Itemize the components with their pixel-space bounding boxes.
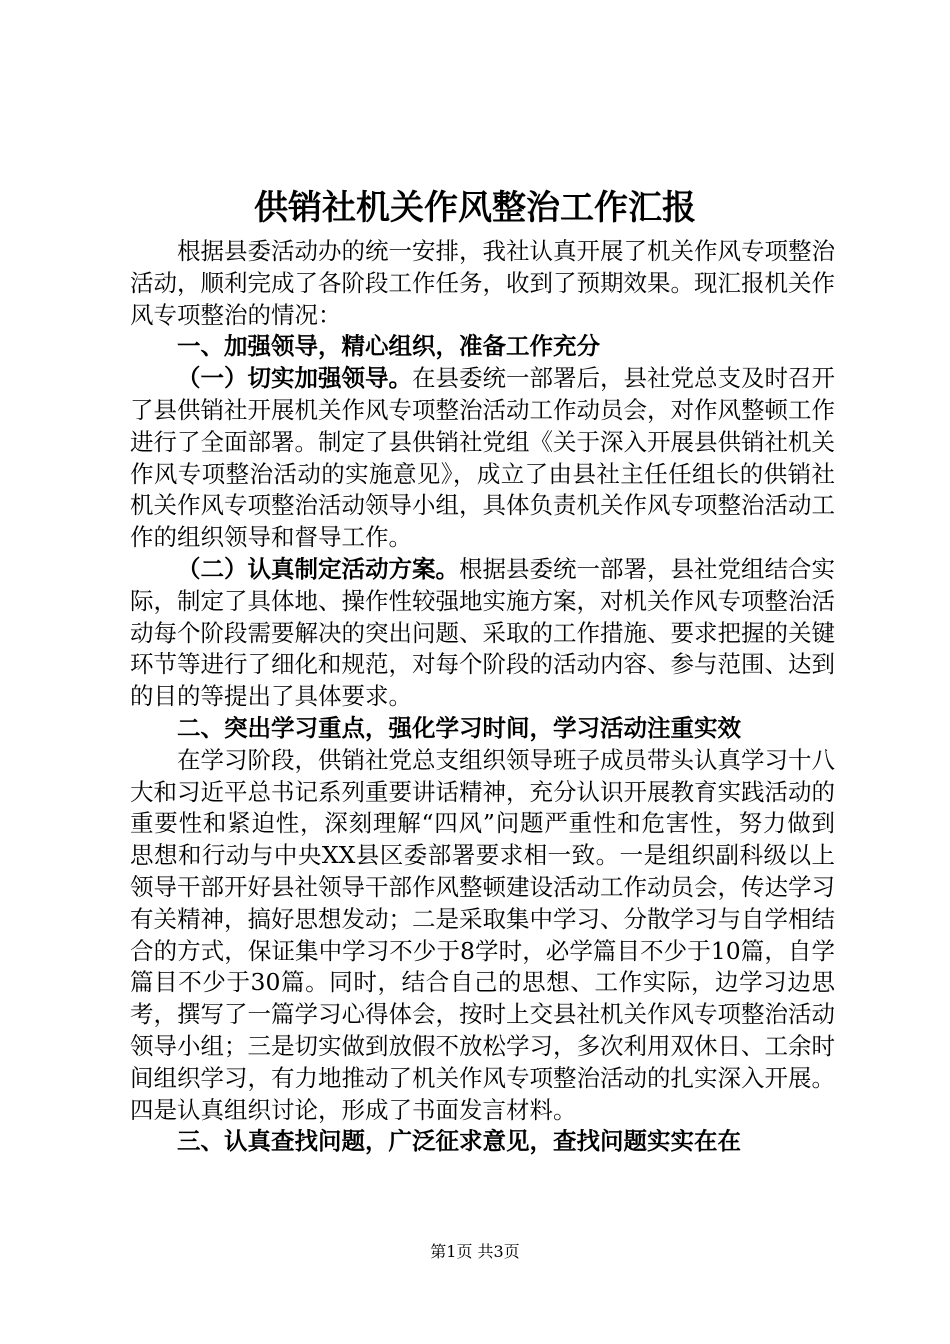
subsection-paragraph-1 xyxy=(130,363,835,554)
study-paragraph xyxy=(130,745,835,1127)
subsection-paragraph-2 xyxy=(130,554,835,713)
paragraph-text: 根据县委活动办的统一安排，我社认真开展了机关作风专项整治活动，顺利完成了各阶段工作任务，收到了预期效果。现汇报机关作风专项整治的情况： xyxy=(130,237,835,329)
section-heading-1 xyxy=(130,331,835,363)
paragraph-text: 在县委统一部署后，县社党总支及时召开了县供销社开展机关作风专项整治活动工作动员会，对作风整顿工作进行了全面部署。制定了县供销社党组《关于深入开展县供销社机关作风专项整治活动的实施意见》，成立了由县社主任任组长的供销社机关作风专项整治活动领导小组，具体负责机关作风专项整治活动工作的组织领导和督导工作。 xyxy=(130,364,835,552)
document-body xyxy=(130,236,835,1158)
subsection-lead: （二）认真制定活动方案。 xyxy=(177,554,459,583)
heading-text: 二、突出学习重点，强化学习时间，学习活动注重实效 xyxy=(177,713,741,742)
heading-text: 一、加强领导，精心组织，准备工作充分 xyxy=(177,332,600,361)
subsection-lead: （一）切实加强领导。 xyxy=(177,364,412,393)
intro-paragraph xyxy=(130,236,835,331)
document-title: 供销社机关作风整治工作汇报 xyxy=(254,188,696,228)
heading-text: 三、认真查找问题，广泛征求意见，查找问题实实在在 xyxy=(177,1127,741,1156)
section-heading-3 xyxy=(130,1126,835,1158)
page-footer: 第1页 共3页 xyxy=(430,1242,520,1261)
paragraph-text: 在学习阶段，供销社党总支组织领导班子成员带头认真学习十八大和习近平总书记系列重要讲话精神，充分认识开展教育实践活动的重要性和紧迫性，深刻理解“四风”问题严重性和危害性，努力做到思想和行动与中央XX县区委部署要求相一致。一是组织副科级以上领导干部开好县社领导干部作风整顿建设活动工作动员会，传达学习有关精神，搞好思想发动；二是采取集中学习、分散学习与自学相结合的方式，保证集中学习不少于8学时，必学篇目不少于10篇，自学篇目不少于30篇。同时，结合自己的思想、工作实际，边学习边思考，撰写了一篇学习心得体会，按时上交县社机关作风专项整治活动领导小组；三是切实做到放假不放松学习，多次利用双休日、工余时间组织学习，有力地推动了机关作风专项整治活动的扎实深入开展。四是认真组织讨论，形成了书面发言材料。 xyxy=(130,745,835,1124)
paragraph-text: 根据县委统一部署，县社党组结合实际，制定了具体地、操作性较强地实施方案，对机关作风专项整治活动每个阶段需要解决的突出问题、采取的工作措施、要求把握的关键环节等进行了细化和规范，对每个阶段的活动内容、参与范围、达到的目的等提出了具体要求。 xyxy=(130,554,835,711)
section-heading-2 xyxy=(130,713,835,745)
